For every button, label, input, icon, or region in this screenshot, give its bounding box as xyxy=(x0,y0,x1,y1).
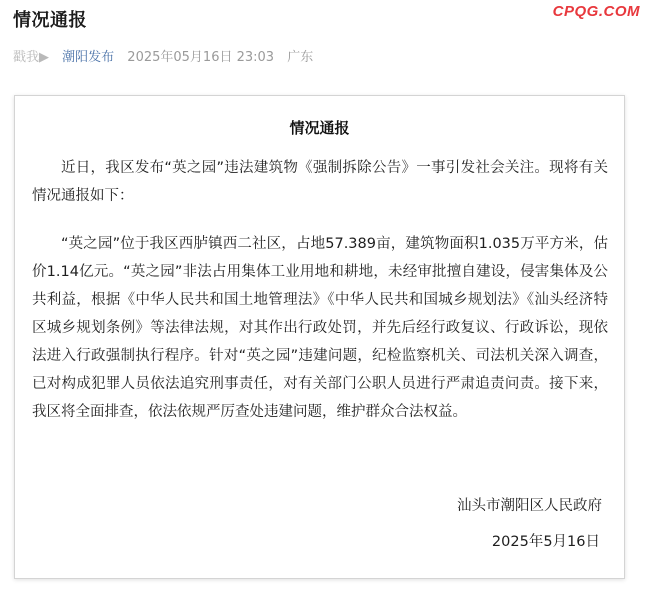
signature-organization: 汕头市潮阳区人民政府 xyxy=(457,498,602,514)
notice-title: 情况通报 xyxy=(289,119,350,137)
source-account-link[interactable]: 潮阳发布 xyxy=(62,50,115,65)
notice-paragraph-details: “英之园”位于我区西胪镇西二社区，占地57.389亩，建筑物面积1.035万平方米，估价1.14亿元。“英之园”非法占用集体工业用地和耕地，未经审批擅自建设，侵害集体及公共利益，根据《中华人民共和国土地管理法》《中华人民共和国城乡规划法》《汕头经济特区城乡规划条例》等法律法规，对其作出行政处罚，并先后经行政复议、行政诉讼，现依法进入行政强制执行程序。针对“英之园”违建问题，纪检监察机关、司法机关深入调查，已对构成犯罪人员依法追究刑事责任，对有关部门公职人员进行严肃追责问责。接下来，我区将全面排查，依法依规严厉查处违建问题，维护群众合法权益。 xyxy=(32,236,608,420)
signature-date: 2025年5月16日 xyxy=(491,534,600,550)
article-title: 情况通报 xyxy=(13,10,87,31)
notice-image[interactable] xyxy=(14,95,625,579)
article-meta xyxy=(13,46,322,65)
notice-paragraph-intro: 近日，我区发布“英之园”违法建筑物《强制拆除公告》一事引发社会关注。现将有关情况通报如下： xyxy=(32,160,608,204)
follow-tag[interactable]: 戳我▶ xyxy=(13,50,49,65)
site-watermark: CPQG.COM xyxy=(552,3,640,20)
publish-location: 广东 xyxy=(287,50,314,65)
publish-datetime: 2025年05月16日 23:03 xyxy=(127,50,275,65)
